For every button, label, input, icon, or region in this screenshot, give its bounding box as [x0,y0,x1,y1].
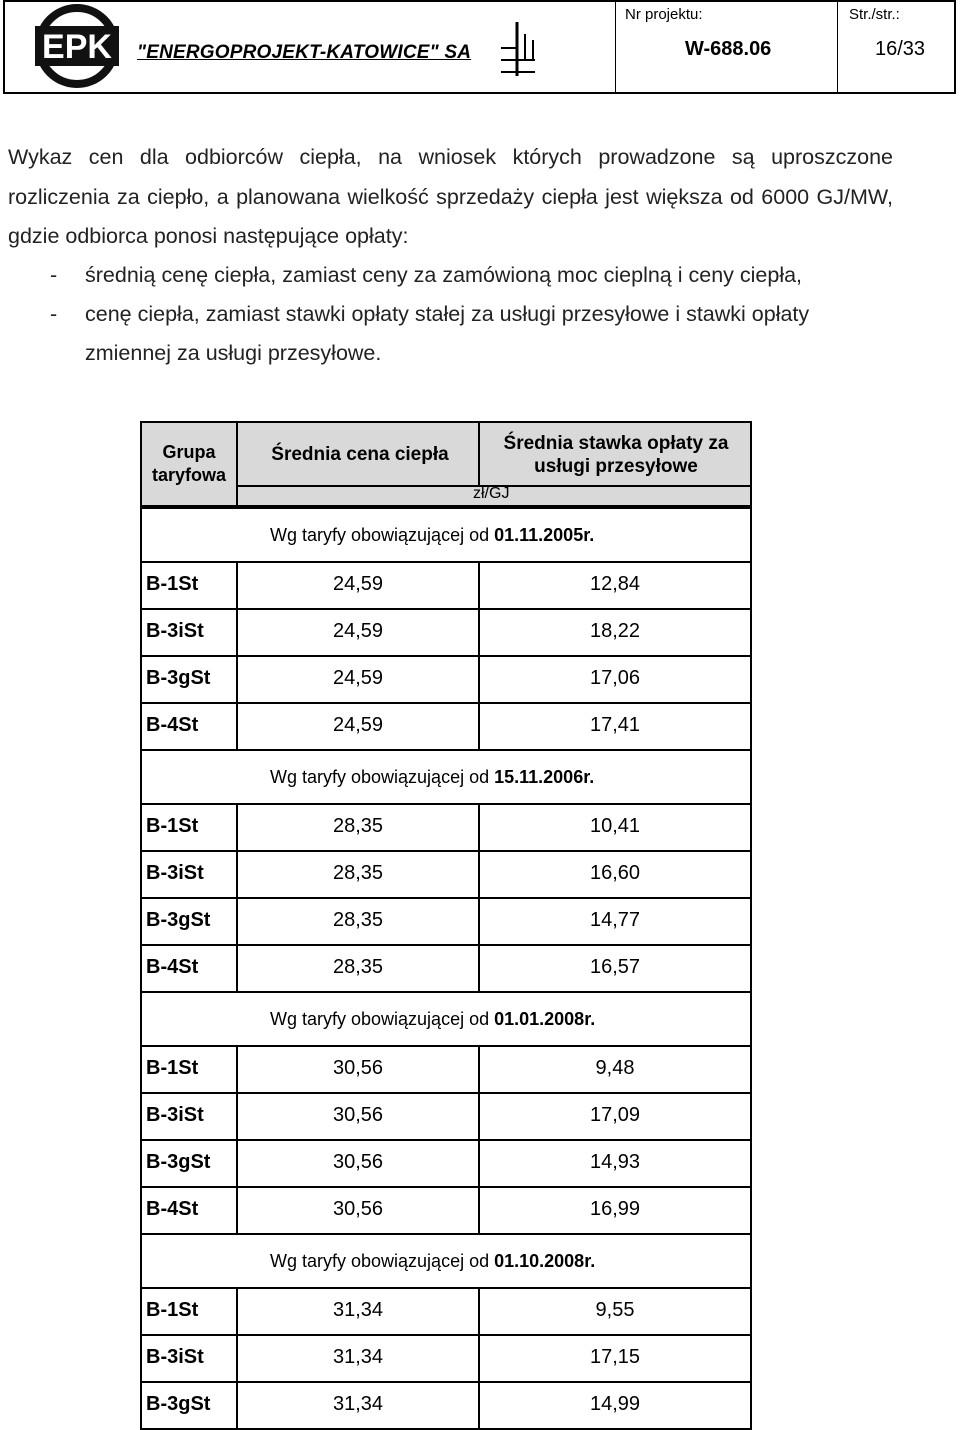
section-title [270,1251,595,1272]
tariff-group: B-3iSt [146,1346,204,1368]
avg-transmission-rate: 16,60 [589,862,641,884]
section-date: 15.11.2006r. [494,767,595,787]
avg-heat-price: 31,34 [332,1346,384,1368]
avg-heat-price: 31,34 [332,1299,384,1321]
avg-heat-price: 24,59 [332,667,384,689]
building-emblem-icon [495,20,539,78]
tariff-group: B-4St [146,714,199,736]
logo-text: EPK [42,28,112,66]
avg-heat-price: 30,56 [332,1151,384,1173]
page-header [3,0,956,94]
avg-transmission-rate: 9,48 [595,1057,635,1079]
tariff-group: B-3gSt [146,667,211,689]
avg-transmission-rate: 10,41 [589,815,641,837]
tariff-group: B-1St [146,1057,199,1079]
tariff-group: B-3gSt [146,1151,211,1173]
tariff-group: B-1St [146,815,199,837]
section-date: 01.11.2005r. [494,525,595,545]
section-date: 01.10.2008r. [494,1251,596,1271]
column-header-group: Grupa taryfowa [151,442,227,485]
avg-heat-price: 28,35 [332,862,384,884]
avg-heat-price: 24,59 [332,714,384,736]
avg-transmission-rate: 18,22 [589,620,641,642]
section-prefix: Wg taryfy obowiązującej od [270,767,495,787]
avg-transmission-rate: 16,99 [589,1198,641,1220]
section-title [270,525,594,546]
section-date: 01.01.2008r. [494,1009,596,1029]
avg-transmission-rate: 16,57 [589,956,641,978]
tariff-group: B-3gSt [146,909,211,931]
header-divider [837,2,838,92]
epk-logo-icon [5,2,125,92]
avg-transmission-rate: 17,09 [589,1104,641,1126]
tariff-group: B-3iSt [146,620,204,642]
tariff-group: B-3iSt [146,1104,204,1126]
company-name: "ENERGOPROJEKT-KATOWICE" SA [137,42,472,63]
section-prefix: Wg taryfy obowiązującej od [270,525,495,545]
avg-heat-price: 28,35 [332,909,384,931]
avg-heat-price: 30,56 [332,1057,384,1079]
tariff-group: B-1St [146,573,199,595]
tariff-group: B-3gSt [146,1393,211,1415]
column-header-rate: Średnia stawka opłaty za usługi przesyłowe [503,433,729,477]
intro-paragraph: Wykaz cen dla odbiorców ciepła, na wniosek których prowadzone są uproszczone rozliczenia za ciepło, a planowana wielkość sprzedaży ciepła jest większa od 6000 GJ/MW, gdzie odbiorca ponosi następujące opłaty: [8,145,893,248]
avg-transmission-rate: 17,06 [589,667,641,689]
column-header-price: Średnia cena ciepła [271,444,449,465]
bullet-continuation: zmiennej za usługi przesyłowe. [85,341,382,365]
bullet-text: średnią cenę ciepła, zamiast ceny za zamówioną moc cieplną i ceny ciepła, [85,263,803,287]
page-number: 16/33 [875,38,926,60]
avg-transmission-rate: 17,41 [589,714,641,736]
section-title [270,1009,595,1030]
avg-heat-price: 24,59 [332,620,384,642]
project-label: Nr projektu: [625,6,703,23]
avg-heat-price: 31,34 [332,1393,384,1415]
avg-transmission-rate: 12,84 [589,573,641,595]
avg-heat-price: 30,56 [332,1198,384,1220]
avg-transmission-rate: 14,93 [589,1151,641,1173]
avg-transmission-rate: 14,99 [589,1393,641,1415]
header-divider [615,2,616,92]
avg-heat-price: 28,35 [332,815,384,837]
avg-transmission-rate: 9,55 [595,1299,635,1321]
avg-transmission-rate: 14,77 [589,909,641,931]
tariff-group: B-1St [146,1299,199,1321]
tariff-group: B-4St [146,1198,199,1220]
section-prefix: Wg taryfy obowiązującej od [270,1251,495,1271]
bullet-text: cenę ciepła, zamiast stawki opłaty stałej za usługi przesyłowe i stawki opłaty [85,302,810,326]
tariff-table [140,421,752,1415]
avg-heat-price: 24,59 [332,573,384,595]
bullet-dash: - [50,302,58,326]
tariff-group: B-4St [146,956,199,978]
tariff-group: B-3iSt [146,862,204,884]
section-title [270,767,594,788]
page-label: Str./str.: [849,6,900,23]
avg-transmission-rate: 17,15 [589,1346,641,1368]
avg-heat-price: 28,35 [332,956,384,978]
unit-label: zł/GJ [473,485,510,502]
project-number: W-688.06 [685,38,772,60]
avg-heat-price: 30,56 [332,1104,384,1126]
section-prefix: Wg taryfy obowiązującej od [270,1009,495,1029]
bullet-dash: - [50,263,58,287]
